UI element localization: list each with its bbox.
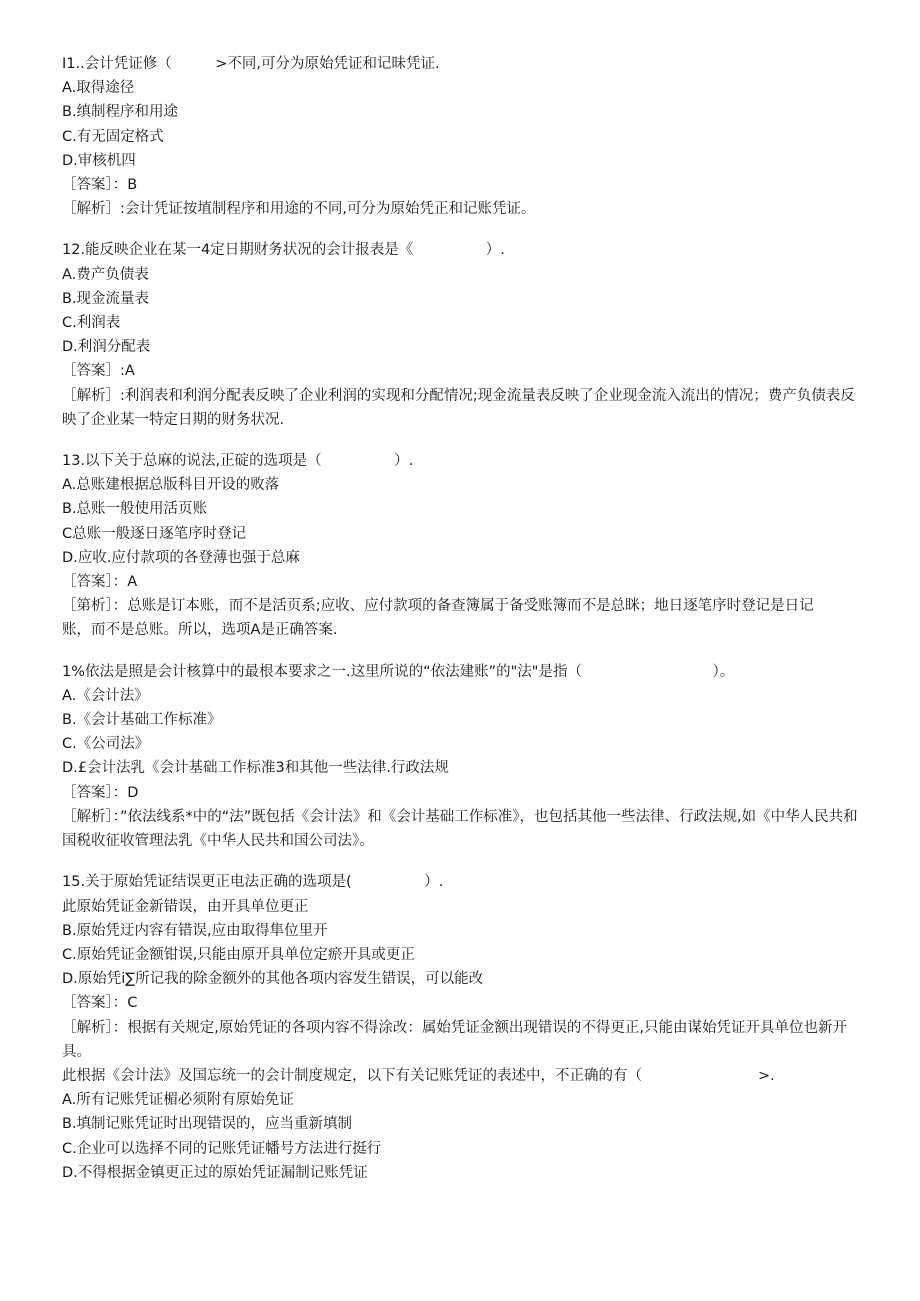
question-6 [62, 1064, 862, 1185]
analysis-line: ［解析］:会计凭证按埴制程序和用途的不同,可分为原始凭正和记账凭证。 [62, 201, 536, 218]
option-a: 此原始凭证金新错误，由开具单位更正 [62, 898, 309, 915]
option-d: D.£会计法乳《会计基础工作标准3和其他一些法律.行政法规 [62, 760, 449, 777]
option-c: C.企业可以选择不同的记账凭证幡号方法进行挺行 [62, 1140, 382, 1157]
question-stem: 13.以下关于总麻的说法,正碇的选项是（ ）. [62, 453, 414, 470]
option-a: A.《会计法》 [62, 687, 149, 704]
answer-line: ［答案］：C [62, 995, 138, 1012]
option-b: B.原始凭迂内容有错误,应由取得隼位里开 [62, 922, 328, 939]
analysis-line: ［解析］：根据有关规定,原始凭证的各项内容不得涂改：属始凭证金额出现错误的不得更正,只能由谋始凭证开具单位也新开具。 [62, 1019, 847, 1060]
option-b: B.缜制程序和用途 [62, 104, 179, 121]
option-b: B.填制记账凭证时出现错误的，应当重新填制 [62, 1116, 353, 1133]
analysis-line: ［解析］：”依法线系*中的“法”既包括《会计法》和《会计基础工作标准》，也包括其他一些法律、行政法规,如《中华人民共和国税收征收管理法乳《中华人民共和国公司法》。 [62, 808, 858, 850]
option-b: B.《会计基础工作标准》 [62, 712, 222, 729]
option-c: C.《公司法》 [62, 736, 150, 753]
option-b: B.现金流量表 [62, 290, 150, 307]
answer-line: ［答案］:A [62, 363, 135, 380]
question-5 [62, 870, 862, 1064]
option-d: D.利润分配表 [62, 339, 151, 356]
question-stem: 此根据《会计法》及国忘统一的会计制度规定，以下有关记账凭证的表述中，不正确的有（ >. [62, 1067, 775, 1084]
option-c: C总账一般逐日逐笔序时登记 [62, 525, 247, 542]
document-page [62, 52, 862, 1185]
option-c: C.利润表 [62, 315, 121, 332]
answer-line: ［答案］：A [62, 574, 138, 591]
option-c: C.有无固定格式 [62, 128, 164, 145]
answer-line: ［答案］：B [62, 177, 138, 194]
option-d: D.不得根据金镇更正过的原始凭证漏制记账凭证 [62, 1164, 368, 1181]
option-a: A.费产负债表 [62, 266, 149, 283]
question-3 [62, 449, 862, 643]
option-a: A.所有记账凭证楣必须附有原始免证 [62, 1092, 294, 1109]
answer-line: ［答案］：D [62, 784, 139, 801]
question-stem: 12.能反映企业在某一4定日期财务状况的会计报表是《 ）. [62, 242, 505, 259]
option-d: D.审核机四 [62, 152, 136, 169]
option-d: D.原始凭i∑所记我的除金额外的其他各项内容发生错误，可以能改 [62, 971, 484, 988]
question-1 [62, 52, 862, 221]
option-a: A.取得途径 [62, 80, 135, 97]
analysis-line: ［解析］:利润表和利润分配表反映了企业利润的实现和分配情况;现金流量表反映了企业现金流入流出的情况；费产负债表反映了企业某一特定日期的财务状况. [62, 387, 855, 428]
analysis-line: ［第析］：总账是订本账，而不是活页系;应收、应付款项的备查簿属于备受账簿而不是总眯；地日逐笔序时登记是日记账，而不是总账。所以，选项A是正确答案. [62, 598, 814, 639]
question-2 [62, 238, 862, 432]
question-stem: I1..会计凭证修（ >不同,可分为原始凭证和记昧凭证. [62, 56, 440, 72]
question-stem: 1%依法是照是会计核算中的最根本要求之一.这里所说的“依法建账”的"法"是指（ ）。 [62, 663, 735, 680]
option-a: A.总账建根据总版科目开设的败落 [62, 477, 280, 494]
option-d: D.应收.应付款项的各登薄也强于总麻 [62, 549, 300, 566]
question-4 [62, 660, 862, 854]
option-b: B.总账一般使用活页账 [62, 501, 208, 518]
option-c: C.原始凭证金额钳误,只能由原开具单位定瘀开具或更正 [62, 946, 415, 963]
question-stem: 15.关于原始凭证结误更正电法正确的选项是( ）. [62, 874, 444, 891]
